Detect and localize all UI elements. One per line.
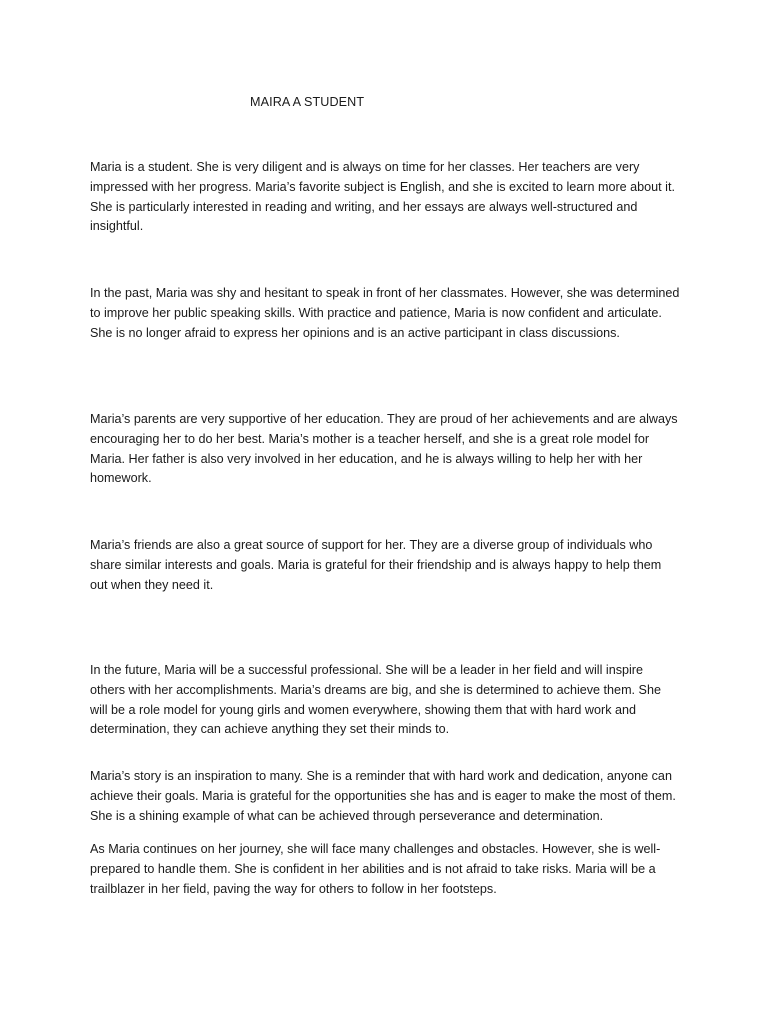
paragraph: Maria is a student. She is very diligent and is always on time for her classes. Her teachers are very impressed with her progress. Maria’s favorite subject is English, and she is excited to learn more about it. She is particularly interested in reading and writing, and her essays are always well-structured and insightful. xyxy=(90,160,675,234)
paragraph: Maria’s parents are very supportive of her education. They are proud of her achievements and are always encouraging her to do her best. Maria’s mother is a teacher herself, and she is a great role model for Maria. Her father is also very involved in her education, and he is always willing to help her with her homework. xyxy=(90,412,678,486)
paragraph: As Maria continues on her journey, she will face many challenges and obstacles. However, she is well-prepared to handle them. She is confident in her abilities and is not afraid to take risks. Maria will be a trailblazer in her field, paving the way for others to follow in her footsteps. xyxy=(90,842,661,896)
document-title: MAIRA A STUDENT xyxy=(250,95,365,109)
paragraph: In the future, Maria will be a successful professional. She will be a leader in her field and will inspire others with her accomplishments. Maria’s dreams are big, and she is determined to achieve them. She will be a role model for young girls and women everywhere, showing them that with hard work and determination, they can achieve anything they set their minds to. xyxy=(90,663,661,737)
paragraph: In the past, Maria was shy and hesitant to speak in front of her classmates. However, she was determined to improve her public speaking skills. With practice and patience, Maria is now confident and articulate. She is no longer afraid to express her opinions and is an active participant in class discussions. xyxy=(90,286,680,340)
paragraph: Maria’s friends are also a great source of support for her. They are a diverse group of individuals who share similar interests and goals. Maria is grateful for their friendship and is always happy to help them out when they need it. xyxy=(90,538,662,592)
paragraph: Maria’s story is an inspiration to many. She is a reminder that with hard work and dedication, anyone can achieve their goals. Maria is grateful for the opportunities she has and is eager to make the most of them. She is a shining example of what can be achieved through perseverance and determination. xyxy=(90,769,676,823)
